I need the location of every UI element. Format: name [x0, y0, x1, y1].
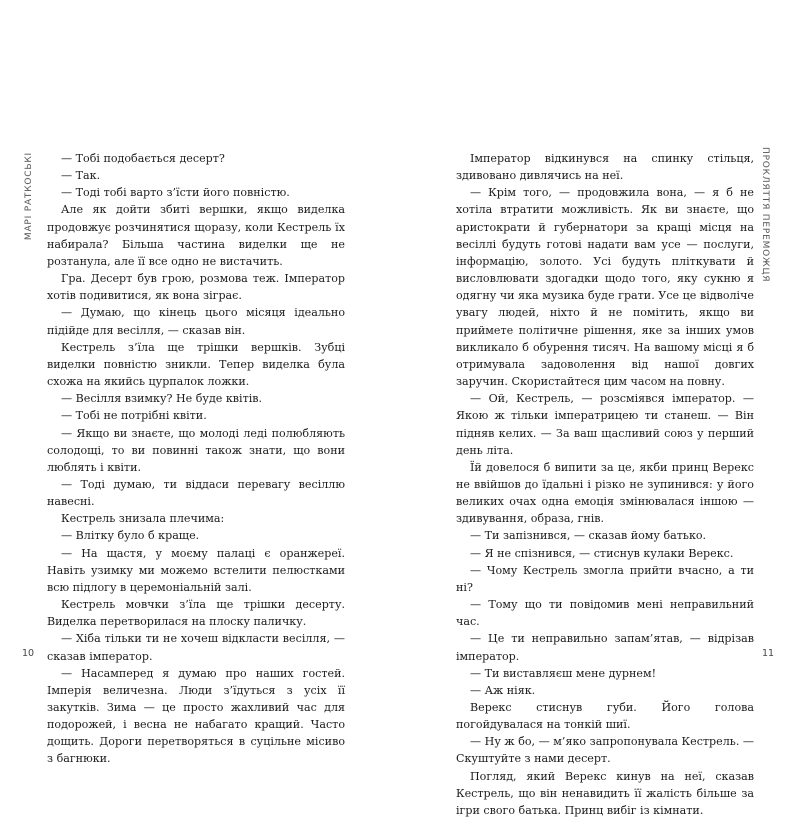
paragraph: Їй довелося б випити за це, якби принц Верекс не ввійшов до їдальні і різко не зупинився: у його великих очах одна емоція змінювалася іншою — здивування, образа, гнів.	[456, 460, 754, 526]
author-running-head: МАРІ РАТКОСЬКІ	[24, 152, 34, 241]
paragraph: — Насамперед я думаю про наших гостей. Імперія величезна. Люди з’їдуться з усіх її закутків. Зима — це просто жахливий час для подорожей, і весна не набагато кращий. Часто дощить. Дороги перетворяться в суцільне місиво з багнюки.	[47, 666, 345, 766]
paragraph: Але як дойти збиті вершки, якщо виделка продовжує розчинятися щоразу, коли Кестрель їх набирала? Більша частина виделки ще не розтанула, але її все одно не вистачить.	[47, 203, 345, 268]
paragraph: Гра. Десерт був грою, розмова теж. Імператор хотів подивитися, як вона зіграє.	[47, 272, 345, 303]
right-page-text	[456, 150, 754, 819]
paragraph: Кестрель мовчки з’їла ще трішки десерту. Виделка перетворилася на плоску паличку.	[47, 598, 345, 629]
paragraph: — На щастя, у моєму палаці є оранжереї. Навіть узимку ми можемо встелити пелюстками всю підлогу в церемоніальній залі.	[47, 546, 345, 594]
paragraph: — Тоді тобі варто з’їсти його повністю.	[61, 186, 290, 200]
page-number-right: 11	[762, 648, 775, 659]
paragraph: Імператор відкинувся на спинку стільця, здивовано дивлячись на неї.	[456, 152, 754, 183]
paragraph: Погляд, який Верекс кинув на неї, сказав Кестрель, що він ненавидить її жалість більше за ігри свого батька. Принц вибіг із кімнати.	[456, 769, 754, 817]
left-page	[0, 0, 400, 800]
paragraph: — Тому що ти повідомив мені неправильний час.	[456, 598, 754, 629]
paragraph: — Хіба тільки ти не хочеш відкласти весілля, — сказав імператор.	[47, 632, 345, 663]
right-page	[400, 0, 800, 817]
paragraph: Кестрель з’їла ще трішки вершків. Зубці виделки повністю зникли. Тепер виделка була схожа на якийсь цурпалок ложки.	[47, 340, 345, 389]
paragraph: — Аж ніяк.	[470, 683, 536, 697]
paragraph: — Крім того, — продовжила вона, — я б не хотіла втратити можливість. Як ви знаєте, що аристократи й губернатори за кращі місця на весіллі будуть готові надати вам усе — послуги, інформацію, золото. Усі будуть пліткувати й висловлювати здогадки щодо того, яку сукню я одягну чи яка музика буде грати. Усе це відволіче увагу людей, ніхто й не помітить, якщо ви приймете політичне рішення, яке за інших умов викликало б обурення тисяч. На вашому місці я б отримувала задоволення від нашої довгих заручин. Скористайтеся цим часом на повну.	[456, 186, 754, 389]
paragraph: — Так.	[61, 169, 101, 183]
paragraph: — Влітку було б краще.	[61, 529, 200, 543]
paragraph: — Тоді думаю, ти віддаси перевагу весіллю навесні.	[47, 477, 345, 509]
paragraph: — Ти запізнився, — сказав йому батько.	[470, 529, 707, 543]
paragraph: Верекс стиснув губи. Його голова погойдувалася на тонкій шиї.	[456, 701, 754, 732]
paragraph: — Ти виставляєш мене дурнем!	[470, 666, 657, 680]
page-number-left: 10	[22, 648, 35, 659]
left-page-text	[47, 150, 345, 768]
paragraph: — Думаю, що кінець цього місяця ідеально підійде для весілля, — сказав він.	[47, 306, 345, 337]
paragraph: — Я не спізнився, — стиснув кулаки Верекс.	[470, 546, 734, 560]
paragraph: — Якщо ви знаєте, що молоді леді полюбляють солодощі, то ви повинні також знати, що вони люблять і квіти.	[47, 426, 345, 474]
paragraph: — Це ти неправильно запам’ятав, — відрізав імператор.	[456, 632, 754, 663]
paragraph: — Ой, Кестрель, — розсміявся імператор. — Якою ж тільки імператрицею ти станеш. — Він підняв келих. — За ваш щасливий союз у перший день літа.	[456, 392, 754, 457]
paragraph: — Тобі подобається десерт?	[61, 152, 225, 165]
paragraph: — Чому Кестрель змогла прийти вчасно, а ти ні?	[456, 563, 754, 594]
paragraph: Кестрель знизала плечима:	[61, 512, 225, 526]
title-running-head: ПРОКЛЯТТЯ ПЕРЕМОЖЦЯ	[760, 147, 770, 283]
paragraph: — Тобі не потрібні квіти.	[61, 409, 207, 423]
paragraph: — Ну ж бо, — м’яко запропонувала Кестрель. — Скуштуйте з нами десерт.	[456, 735, 754, 766]
paragraph: — Весілля взимку? Не буде квітів.	[61, 392, 263, 406]
